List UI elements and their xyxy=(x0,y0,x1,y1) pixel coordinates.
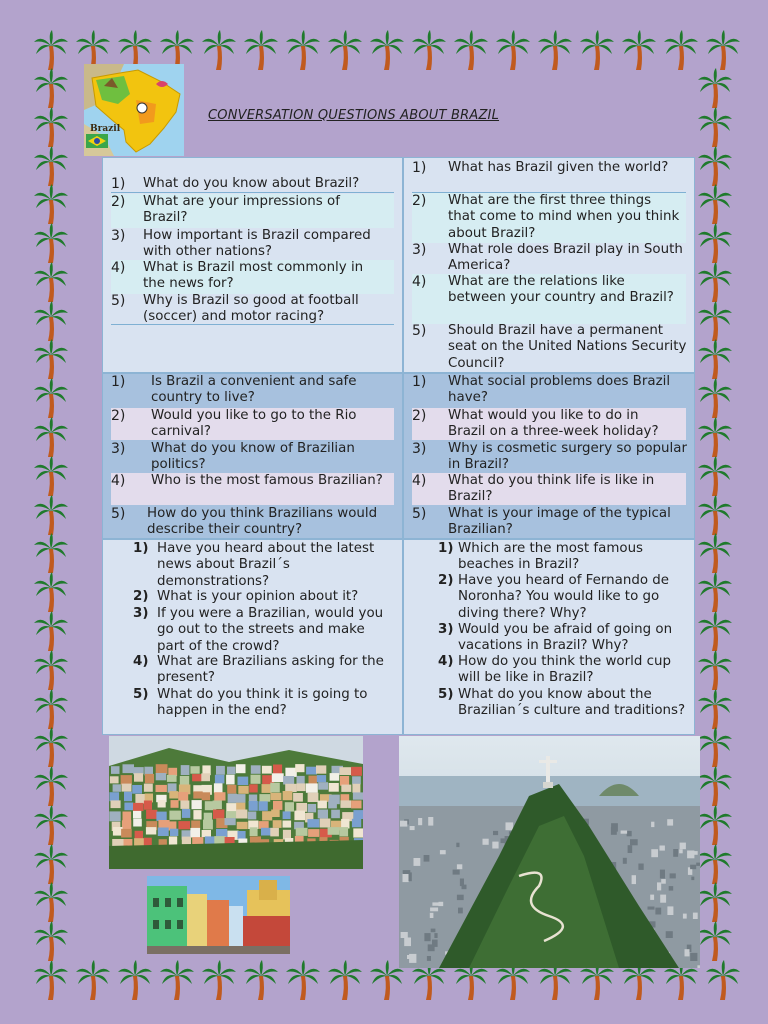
question-item xyxy=(404,441,694,475)
palm-tree-icon xyxy=(698,611,732,651)
question-item xyxy=(103,506,402,540)
question-item xyxy=(103,606,402,656)
question-number: 3) xyxy=(438,622,454,637)
question-number: 3) xyxy=(111,228,126,244)
palm-tree-icon xyxy=(34,533,68,573)
question-item xyxy=(103,228,402,262)
palm-tree-icon xyxy=(34,417,68,457)
palm-tree-icon xyxy=(698,68,732,108)
question-number: 1) xyxy=(111,374,126,390)
question-item xyxy=(404,687,694,737)
palm-tree-icon xyxy=(76,960,110,1000)
palm-tree-icon xyxy=(34,650,68,690)
question-number: 5) xyxy=(412,506,427,522)
question-number: 1) xyxy=(111,176,126,192)
brazil-map-image xyxy=(84,64,184,156)
question-item xyxy=(111,408,394,440)
question-item xyxy=(412,408,686,440)
question-number: 3) xyxy=(412,441,427,457)
question-text: Which are the most famous beaches in Brazil? xyxy=(458,541,644,573)
palm-tree-icon xyxy=(698,146,732,186)
palm-tree-icon xyxy=(34,184,68,224)
question-item xyxy=(404,573,694,623)
palm-tree-icon xyxy=(412,30,446,70)
question-item xyxy=(103,654,402,688)
question-item xyxy=(404,541,694,575)
palm-tree-icon xyxy=(34,301,68,341)
section3-right-panel xyxy=(403,539,695,735)
palm-tree-icon xyxy=(286,30,320,70)
question-number: 2) xyxy=(111,194,126,210)
question-text: What is Brazil most commonly in the news for? xyxy=(143,260,364,292)
question-number: 1) xyxy=(412,160,427,176)
question-item xyxy=(404,242,694,276)
palm-tree-icon xyxy=(698,495,732,535)
palm-border-left xyxy=(34,68,74,960)
palm-tree-icon xyxy=(34,495,68,535)
colonial-street-photo xyxy=(147,876,290,954)
question-text: What are the relations like between your country and Brazil? xyxy=(448,274,674,306)
question-text: Would you like to go to the Rio carnival? xyxy=(151,408,357,440)
palm-tree-icon xyxy=(34,146,68,186)
map-icon xyxy=(84,64,184,156)
question-item xyxy=(404,160,694,194)
question-text: How do you think the world cup will be like in Brazil? xyxy=(458,654,671,686)
palm-tree-icon xyxy=(698,339,732,379)
palm-tree-icon xyxy=(160,960,194,1000)
question-number: 2) xyxy=(438,573,454,588)
question-text: What do you know about the Brazilian´s culture and traditions? xyxy=(458,687,686,719)
palm-tree-icon xyxy=(698,107,732,147)
palm-tree-icon xyxy=(34,805,68,845)
palm-border-right xyxy=(698,68,738,960)
palm-tree-icon xyxy=(698,533,732,573)
question-item xyxy=(404,506,694,540)
question-text: What has Brazil given the world? xyxy=(448,160,669,175)
question-number: 2) xyxy=(412,193,427,209)
question-number: 5) xyxy=(438,687,454,702)
palm-tree-icon xyxy=(698,844,732,884)
question-item xyxy=(111,260,394,294)
question-number: 1) xyxy=(133,541,149,556)
palm-tree-icon xyxy=(622,30,656,70)
palm-tree-icon xyxy=(698,921,732,961)
question-text: How important is Brazil compared with other nations? xyxy=(143,228,371,260)
question-text: What do you think it is going to happen in the end? xyxy=(157,687,368,719)
question-number: 3) xyxy=(111,441,126,457)
palm-tree-icon xyxy=(370,30,404,70)
question-number: 4) xyxy=(133,654,149,669)
question-item xyxy=(404,374,694,408)
question-text: What do you think life is like in Brazil? xyxy=(448,473,655,505)
question-text: How do you think Brazilians would describe their country? xyxy=(147,506,378,538)
question-number: 2) xyxy=(133,589,149,604)
palm-tree-icon xyxy=(698,456,732,496)
section1-right-panel xyxy=(403,157,695,373)
question-number: 4) xyxy=(111,260,126,276)
question-number: 5) xyxy=(133,687,149,702)
question-number: 1) xyxy=(438,541,454,556)
palm-tree-icon xyxy=(698,650,732,690)
palm-tree-icon xyxy=(454,30,488,70)
palm-tree-icon xyxy=(34,378,68,418)
question-item xyxy=(412,193,686,243)
question-text: Have you heard about the latest news about Brazil´s demonstrations? xyxy=(157,541,375,589)
question-item xyxy=(103,589,402,607)
page-title: CONVERSATION QUESTIONS ABOUT BRAZIL xyxy=(208,108,500,123)
palm-tree-icon xyxy=(34,262,68,302)
question-item xyxy=(404,654,694,688)
question-number: 5) xyxy=(111,506,126,522)
question-text: Have you heard of Fernando de Noronha? You would like to go diving there? Why? xyxy=(458,573,670,621)
palm-tree-icon xyxy=(706,960,740,1000)
palm-tree-icon xyxy=(34,572,68,612)
palm-tree-icon xyxy=(34,921,68,961)
palm-tree-icon xyxy=(496,30,530,70)
palm-tree-icon xyxy=(244,960,278,1000)
palm-tree-icon xyxy=(34,456,68,496)
question-text: What do you know about Brazil? xyxy=(143,176,360,191)
palm-tree-icon xyxy=(202,30,236,70)
palm-tree-icon xyxy=(698,223,732,263)
question-item xyxy=(412,473,686,505)
palm-tree-icon xyxy=(698,727,732,767)
question-number: 5) xyxy=(111,293,126,309)
palm-tree-icon xyxy=(698,572,732,612)
palm-tree-icon xyxy=(698,805,732,845)
section1-left-panel xyxy=(102,157,403,373)
favela-photo xyxy=(109,736,363,869)
palm-tree-icon xyxy=(34,727,68,767)
question-text: What is your opinion about it? xyxy=(157,589,359,604)
palm-tree-icon xyxy=(244,30,278,70)
question-text: Is Brazil a convenient and safe country to live? xyxy=(151,374,357,406)
palm-tree-icon xyxy=(286,960,320,1000)
palm-tree-icon xyxy=(34,223,68,263)
palm-tree-icon xyxy=(538,30,572,70)
question-item xyxy=(103,374,402,408)
palm-tree-icon xyxy=(328,960,362,1000)
question-number: 5) xyxy=(412,323,427,339)
question-item xyxy=(103,176,402,194)
palm-tree-icon xyxy=(34,844,68,884)
question-text: What social problems does Brazil have? xyxy=(448,374,671,406)
question-text: What is your image of the typical Brazilian? xyxy=(448,506,671,538)
palm-tree-icon xyxy=(34,689,68,729)
palm-tree-icon xyxy=(34,960,68,1000)
question-number: 4) xyxy=(438,654,454,669)
question-text: What role does Brazil play in South America? xyxy=(448,242,683,274)
palm-tree-icon xyxy=(328,30,362,70)
palm-tree-icon xyxy=(664,30,698,70)
palm-tree-icon xyxy=(698,766,732,806)
question-item xyxy=(103,441,402,475)
question-item xyxy=(404,622,694,656)
question-number: 4) xyxy=(412,274,427,290)
question-text: Why is Brazil so good at football (soccer) and motor racing? xyxy=(143,293,359,325)
question-text: Would you be afraid of going on vacations in Brazil? Why? xyxy=(458,622,673,654)
palm-tree-icon xyxy=(698,262,732,302)
christ-redeemer-photo xyxy=(399,736,700,968)
question-text: If you were a Brazilian, would you go out to the streets and make part of the crowd? xyxy=(157,606,384,654)
question-text: Should Brazil have a permanent seat on the United Nations Security Council? xyxy=(448,323,687,371)
map-label: Brazil xyxy=(90,124,121,134)
question-text: Why is cosmetic surgery so popular in Brazil? xyxy=(448,441,687,473)
question-number: 2) xyxy=(412,408,427,424)
question-item xyxy=(404,323,694,373)
question-number: 2) xyxy=(111,408,126,424)
question-number: 4) xyxy=(111,473,126,489)
palm-tree-icon xyxy=(698,689,732,729)
question-number: 3) xyxy=(412,242,427,258)
question-item xyxy=(111,194,394,228)
palm-tree-icon xyxy=(698,378,732,418)
palm-tree-icon xyxy=(34,611,68,651)
question-item xyxy=(412,274,686,324)
question-text: What are Brazilians asking for the present? xyxy=(157,654,384,686)
section2-left-panel xyxy=(102,373,403,539)
question-text: What do you know of Brazilian politics? xyxy=(151,441,355,473)
palm-tree-icon xyxy=(34,766,68,806)
question-text: What are your impressions of Brazil? xyxy=(143,194,340,226)
section2-right-panel xyxy=(403,373,695,539)
question-text: Who is the most famous Brazilian? xyxy=(151,473,383,488)
question-number: 1) xyxy=(412,374,427,390)
palm-tree-icon xyxy=(202,960,236,1000)
question-item xyxy=(103,687,402,721)
palm-tree-icon xyxy=(698,417,732,457)
palm-tree-icon xyxy=(698,184,732,224)
section3-left-panel xyxy=(102,539,403,735)
palm-tree-icon xyxy=(34,339,68,379)
palm-tree-icon xyxy=(706,30,740,70)
palm-tree-icon xyxy=(34,882,68,922)
question-item xyxy=(111,473,394,505)
question-text: What are the first three things that come to mind when you think about Brazil? xyxy=(448,193,680,241)
palm-tree-icon xyxy=(34,68,68,108)
palm-tree-icon xyxy=(118,960,152,1000)
question-item xyxy=(103,541,402,591)
palm-tree-icon xyxy=(698,882,732,922)
question-number: 4) xyxy=(412,473,427,489)
palm-tree-icon xyxy=(34,107,68,147)
palm-tree-icon xyxy=(34,30,68,70)
palm-tree-icon xyxy=(580,30,614,70)
palm-tree-icon xyxy=(698,301,732,341)
question-number: 3) xyxy=(133,606,149,621)
question-item xyxy=(103,293,402,327)
question-text: What would you like to do in Brazil on a three-week holiday? xyxy=(448,408,659,440)
